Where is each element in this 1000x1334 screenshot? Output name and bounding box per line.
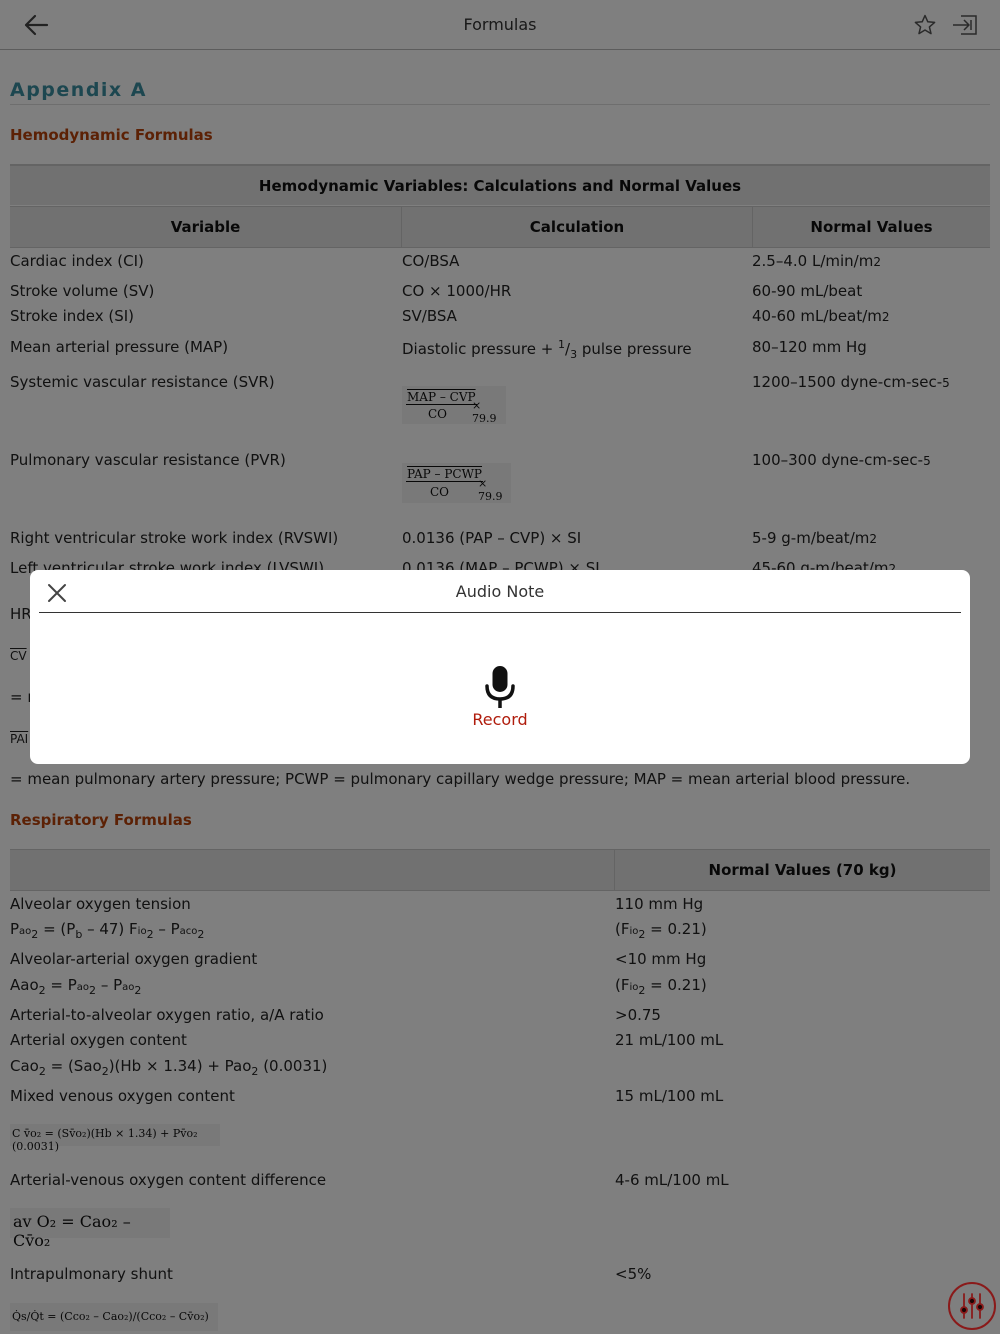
record-label: Record [472, 710, 528, 729]
audio-note-dialog [30, 570, 970, 764]
dialog-divider [39, 612, 961, 613]
settings-fab-button[interactable] [948, 1282, 996, 1330]
dialog-title: Audio Note [455, 582, 545, 601]
equalizer-icon [957, 1291, 987, 1321]
record-button[interactable] [460, 662, 540, 728]
microphone-icon [483, 664, 517, 710]
